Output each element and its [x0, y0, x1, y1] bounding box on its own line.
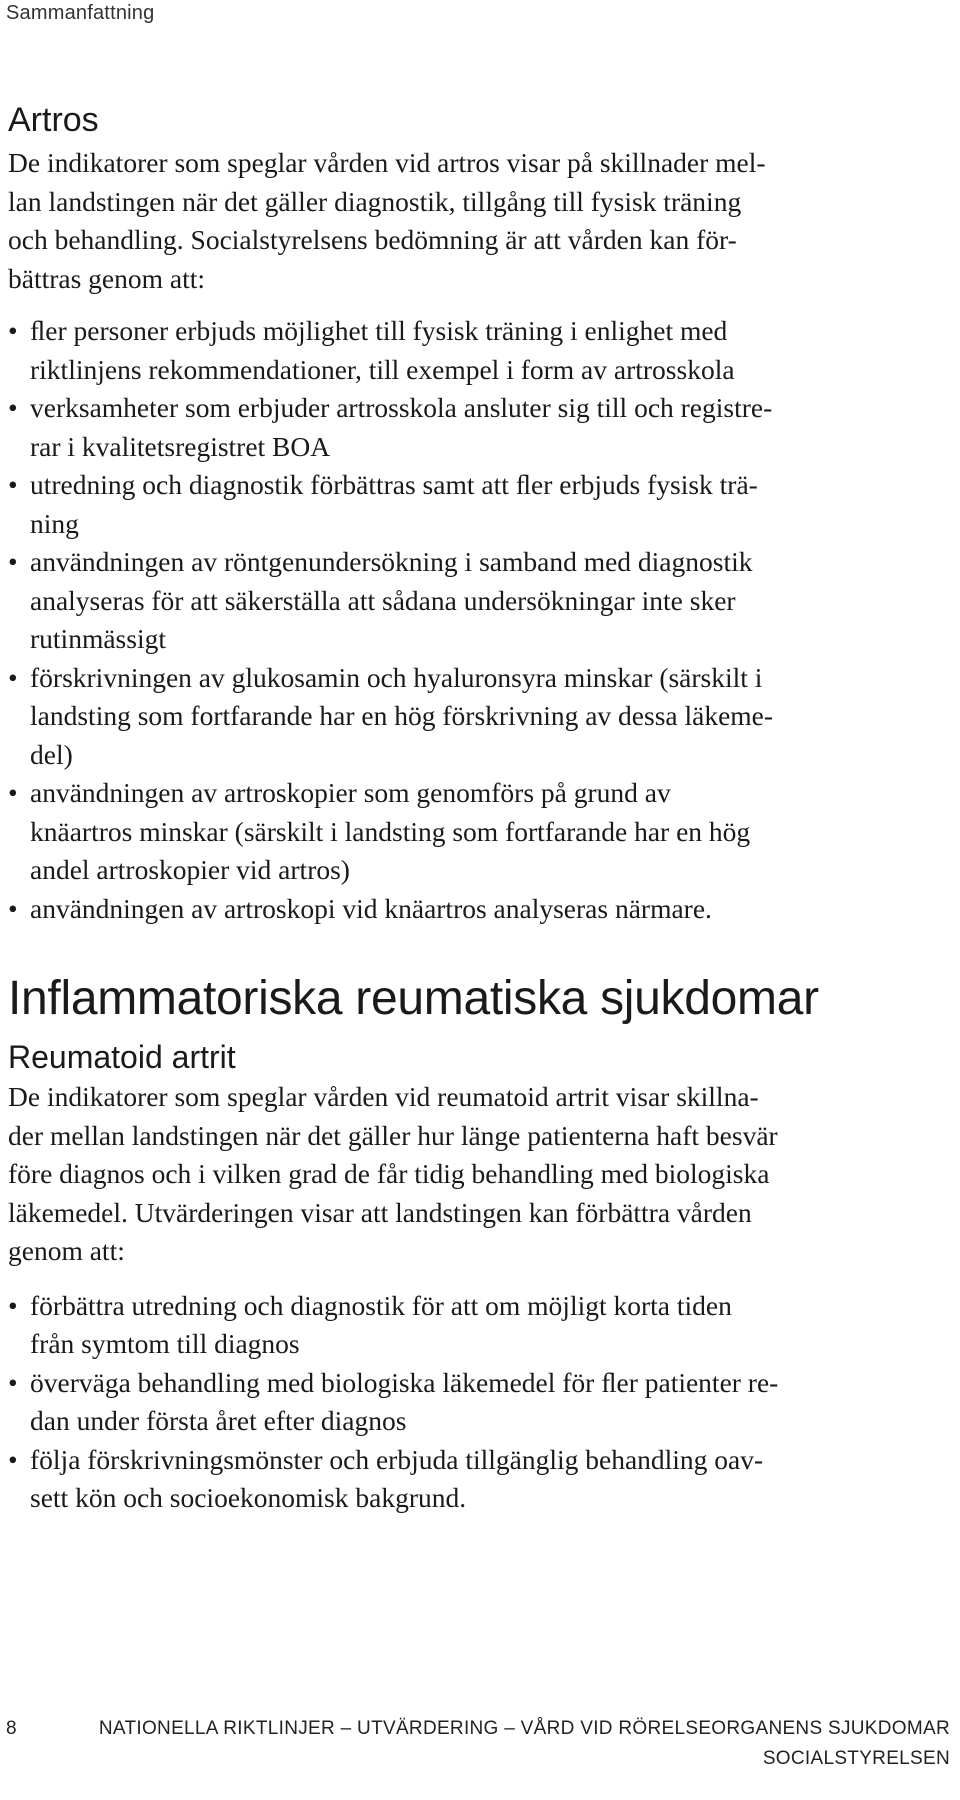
list-item [8, 659, 948, 775]
text-line: överväga behandling med biologiska läkemedel för ﬂer patienter re- [30, 1366, 779, 1398]
text-line: verksamheter som erbjuder artrosskola ansluter sig till och registre- [30, 392, 773, 423]
bullet-icon: • [8, 661, 18, 693]
text-line: De indikatorer som speglar vården vid artros visar på skillnader mel- [8, 147, 766, 178]
bullet-icon: • [8, 546, 18, 577]
text-line: och behandling. Socialstyrelsens bedömning är att vården kan för- [8, 224, 737, 255]
inflammatory-heading: Inflammatoriska reumatiska sjukdomar [8, 972, 819, 1025]
text-line: användningen av röntgenundersökning i samband med diagnostik [30, 546, 753, 577]
list-item [8, 1287, 948, 1364]
artros-bullet-list [8, 312, 948, 928]
bullet-icon: • [8, 892, 18, 924]
text-line: del) [30, 738, 73, 770]
list-item [8, 1441, 948, 1518]
reumatoid-intro [8, 1078, 948, 1271]
text-line: förskrivningen av glukosamin och hyaluronsyra minskar (särskilt i [30, 661, 763, 693]
bullet-icon: • [8, 469, 18, 500]
text-line: från symtom till diagnos [30, 1328, 300, 1359]
text-line: läkemedel. Utvärderingen visar att landstingen kan förbättra vården [8, 1196, 752, 1228]
list-item [8, 312, 948, 389]
bullet-icon: • [8, 777, 18, 808]
list-item [8, 543, 948, 659]
bullet-icon: • [8, 392, 18, 423]
text-line: der mellan landstingen när det gäller hur länge patienterna haft besvär [8, 1119, 778, 1151]
list-item [8, 774, 948, 890]
text-line: användningen av artroskopi vid knäartros analyseras närmare. [30, 892, 712, 924]
list-item [8, 389, 948, 466]
text-line: ﬂer personer erbjuds möjlighet till fysisk träning i enlighet med [30, 315, 728, 346]
text-line: sett kön och socioekonomisk bakgrund. [30, 1482, 467, 1513]
footer-org: SOCIALSTYRELSEN [762, 1748, 950, 1769]
text-line: före diagnos och i vilken grad de får tidig behandling med biologiska [8, 1158, 770, 1189]
text-line: rar i kvalitetsregistret BOA [30, 430, 331, 462]
text-line: landsting som fortfarande har en hög förskrivning av dessa läkeme- [30, 700, 774, 731]
artros-intro [8, 144, 948, 298]
text-line: lan landstingen när det gäller diagnostik, tillgång till fysisk träning [8, 185, 742, 217]
text-line: utredning och diagnostik förbättras samt att ﬂer erbjuds fysisk trä- [30, 469, 758, 500]
text-line: dan under första året efter diagnos [30, 1405, 407, 1436]
text-line: knäartros minskar (särskilt i landsting som fortfarande har en hög [30, 815, 751, 847]
text-line: andel artroskopier vid artros) [30, 854, 350, 885]
bullet-icon: • [8, 1289, 18, 1321]
list-item [8, 890, 948, 929]
bullet-icon: • [8, 1443, 18, 1475]
text-line: användningen av artroskopier som genomförs på grund av [30, 777, 671, 808]
bullet-icon: • [8, 1366, 18, 1398]
list-item [8, 1364, 948, 1441]
page-number: 8 [6, 1718, 17, 1739]
bullet-icon: • [8, 315, 18, 346]
reumatoid-bullet-list [8, 1287, 948, 1518]
footer-title: NATIONELLA RIKTLINJER – UTVÄRDERING – VÅRD VID RÖRELSEORGANENS SJUKDOMAR [98, 1718, 950, 1739]
text-line: förbättra utredning och diagnostik för att om möjligt korta tiden [30, 1289, 732, 1321]
text-line: riktlinjens rekommendationer, till exempel i form av artrosskola [30, 353, 735, 385]
running-head: Sammanfattning [6, 2, 155, 24]
text-line: följa förskrivningsmönster och erbjuda tillgänglig behandling oav- [30, 1443, 764, 1475]
text-line: genom att: [8, 1235, 125, 1266]
list-item [8, 466, 948, 543]
page-content [8, 98, 948, 1518]
artros-heading: Artros [8, 101, 99, 139]
text-line: De indikatorer som speglar vården vid reumatoid artrit visar skillna- [8, 1081, 759, 1112]
text-line: bättras genom att: [8, 262, 206, 294]
artros-section [8, 98, 948, 928]
text-line: rutinmässigt [30, 623, 166, 654]
inflammatory-section [8, 970, 948, 1518]
reumatoid-subheading: Reumatoid artrit [8, 1039, 236, 1075]
text-line: analyseras för att säkerställa att sådana undersökningar inte sker [30, 584, 736, 616]
text-line: ning [30, 507, 79, 539]
